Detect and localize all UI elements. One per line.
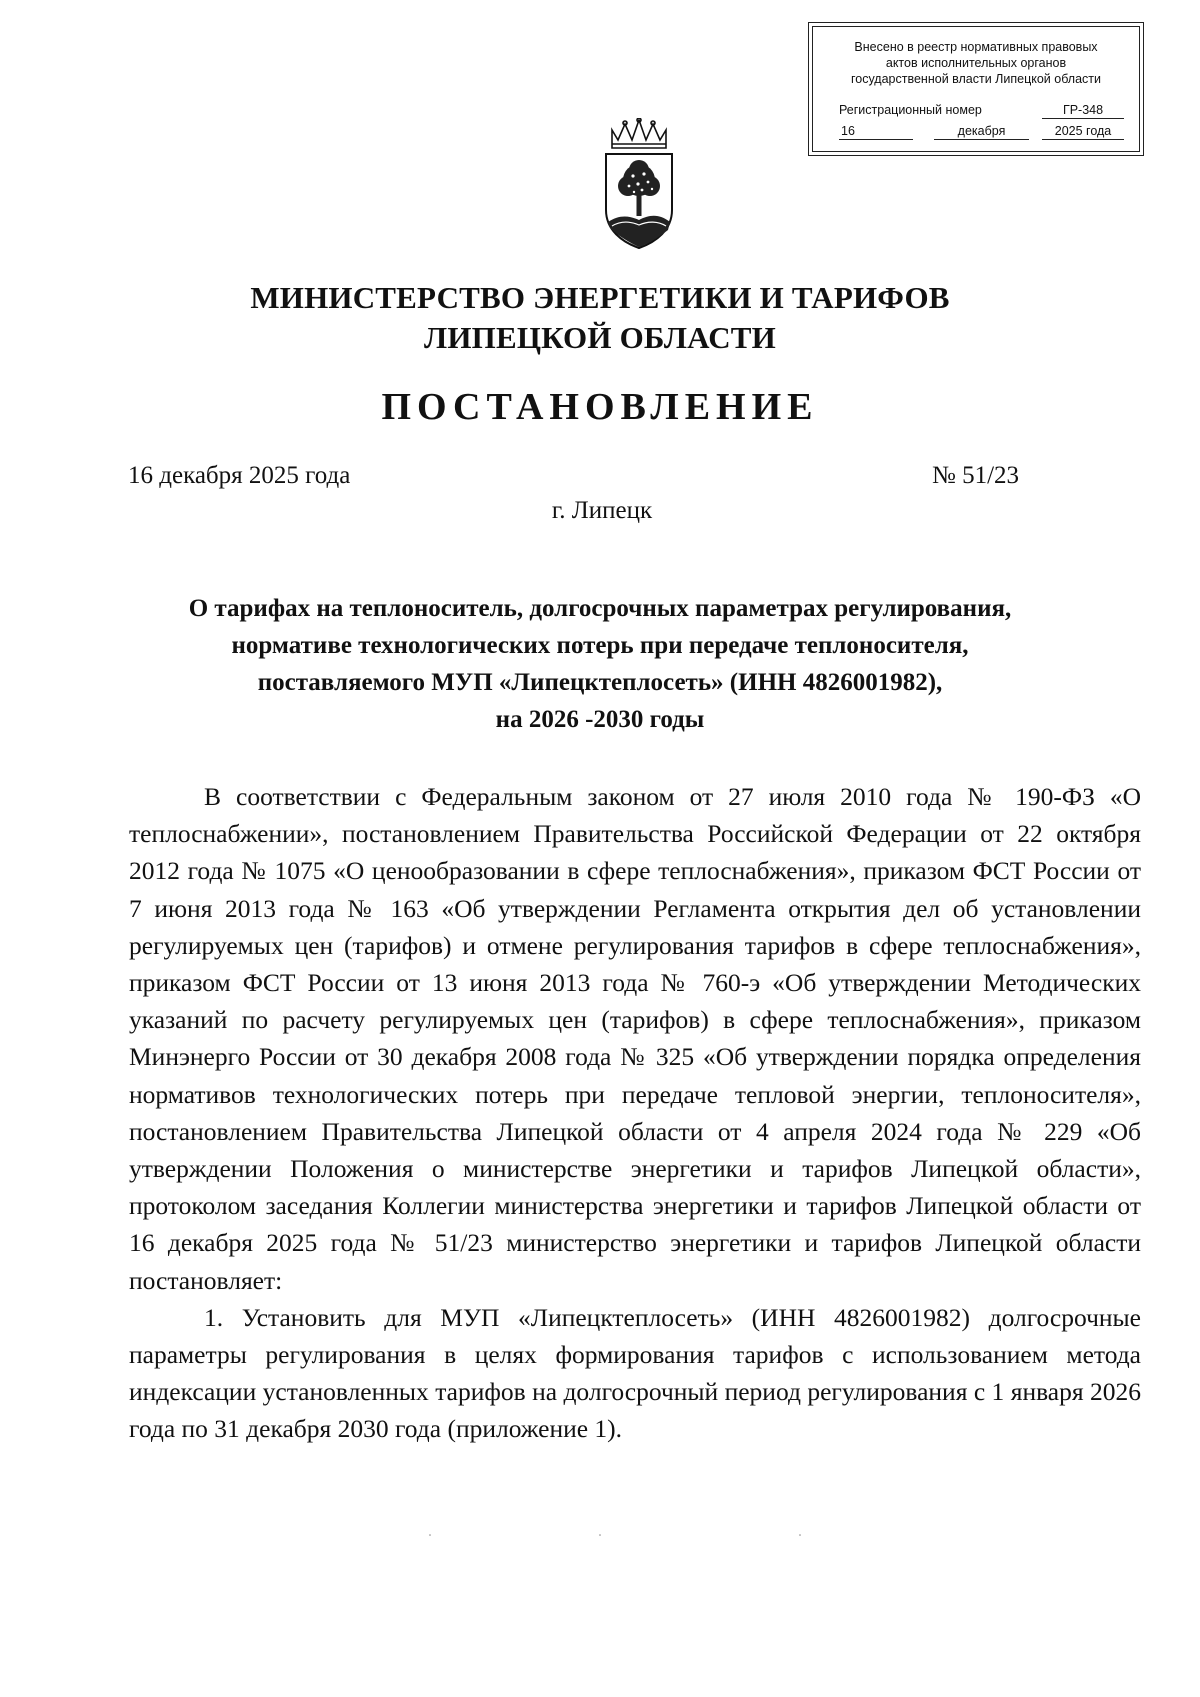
stamp-reg-label: Регистрационный номер: [839, 103, 982, 117]
title-line-1: О тарифах на теплоноситель, долгосрочных параметрах регулирования,: [188, 595, 1012, 622]
lipetsk-coat-of-arms-icon: [598, 118, 680, 250]
stamp-line-2: актов исполнительных органов: [885, 56, 1067, 70]
stamp-year: 2025 года: [1042, 123, 1124, 140]
document-body: [129, 778, 1141, 1448]
document-date: 16 декабря 2025 года: [128, 462, 351, 489]
title-line-2: нормативе технологических потерь при передаче теплоносителя,: [231, 632, 969, 659]
stamp-line-3: государственной власти Липецкой области: [850, 72, 1102, 86]
stamp-month: декабря: [934, 123, 1029, 140]
title-line-4: на 2026 -2030 годы: [495, 706, 705, 733]
scan-artifact-dots: [400, 1533, 900, 1537]
clause-1-paragraph: 1. Установить для МУП «Липецктеплосеть» (ИНН 4826001982) долгосрочные параметры регулирования в целях формирования тарифов с использованием метода индексации установленных тарифов на долгосрочный период регулирования с 1 января 2026 года по 31 декабря 2030 года (приложение 1).: [129, 1302, 1141, 1444]
document-title: [120, 590, 1080, 738]
title-line-3: поставляемого МУП «Липецктеплосеть» (ИНН 4826001982),: [257, 669, 943, 696]
stamp-line-1: Внесено в реестр нормативных правовых: [854, 40, 1098, 54]
preamble-paragraph: В соответствии с Федеральным законом от 27 июля 2010 года № 190-ФЗ «О теплоснабжении», постановлением Правительства Российской Федерации от 22 октября 2012 года № 1075 «О ценообразовании в сфере теплоснабжения», приказом ФСТ России от 7 июня 2013 года № 163 «Об утверждении Регламента открытия дел об установлении регулируемых цен (тарифов) и отмене регулирования тарифов в сфере теплоснабжения», приказом ФСТ России от 13 июня 2013 года № 760-э «Об утверждении Методических указаний по расчету регулируемых цен (тарифов) в сфере теплоснабжения», приказом Минэнерго России от 30 декабря 2008 года № 325 «Об утверждении порядка определения нормативов технологических потерь при передаче тепловой энергии, теплоносителя», постановлением Правительства Липецкой области от 4 апреля 2024 года № 229 «Об утверждении Положения о министерстве энергетики и тарифов Липецкой области», протоколом заседания Коллегии министерства энергетики и тарифов Липецкой области от 16 декабря 2025 года № 51/23 министерство энергетики и тарифов Липецкой области постановляет:: [129, 782, 1141, 1295]
document-type: ПОСТАНОВЛЕНИЕ: [381, 386, 819, 428]
document-number: № 51/23: [932, 462, 1020, 489]
ministry-name-line-2: ЛИПЕЦКОЙ ОБЛАСТИ: [424, 320, 776, 355]
ministry-name-line-1: МИНИСТЕРСТВО ЭНЕРГЕТИКИ И ТАРИФОВ: [250, 280, 950, 315]
stamp-reg-number: ГР-348: [1042, 102, 1124, 119]
stamp-registration-row: [839, 102, 1124, 120]
document-city: г. Липецк: [551, 497, 653, 524]
registration-stamp: [808, 22, 1144, 156]
stamp-date-row: [839, 123, 1124, 141]
ministry-name: [0, 278, 1200, 358]
stamp-day: 16: [839, 123, 913, 140]
